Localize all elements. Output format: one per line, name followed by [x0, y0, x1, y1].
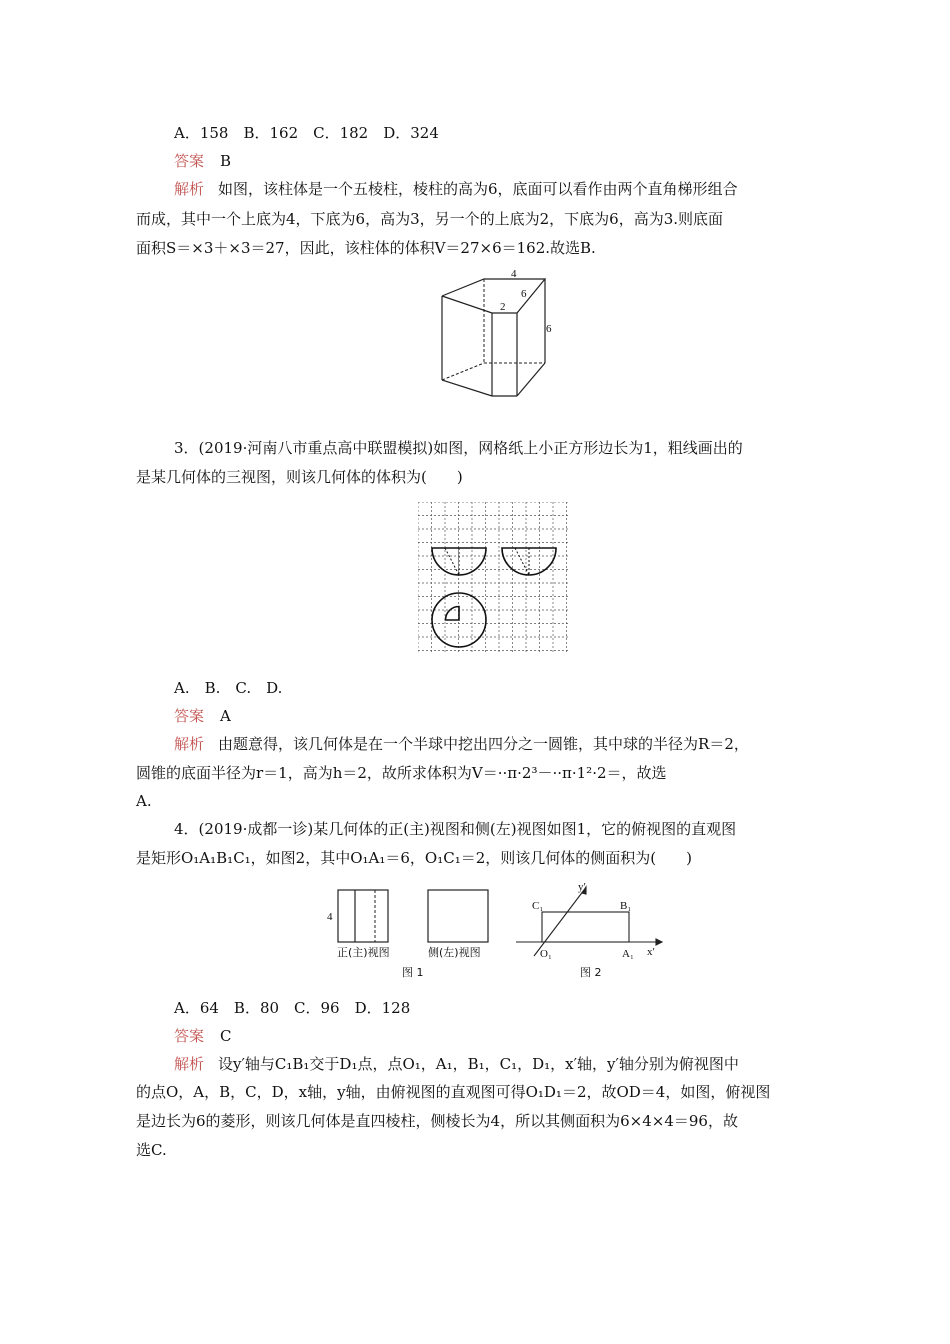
q4-answer-label: 答案 — [174, 1027, 205, 1045]
q4-stem2: 是矩形O₁A₁B₁C₁，如图2，其中O₁A₁＝6，O₁C₁＝2，则该几何体的侧面积为( ) — [136, 849, 692, 867]
q4-options: A．64 B．80 C．96 D．128 — [174, 999, 411, 1017]
q4-analysis-text3: 是边长为6的菱形，则该几何体是直四棱柱，侧棱长为4，所以其侧面积为6×4×4＝96，故 — [136, 1112, 738, 1130]
q4-stem1: 4．(2019·成都一诊)某几何体的正(主)视图和侧(左)视图如图1，它的俯视图的直观图 — [174, 820, 737, 838]
q2-analysis-text3: 面积S＝×3＋×3＝27，因此，该柱体的体积V＝27×6＝162.故选B. — [136, 239, 596, 257]
q4-answer: C — [220, 1027, 232, 1045]
prism-label-inner: 2 — [500, 301, 506, 313]
prism-label-mid: 6 — [521, 288, 527, 300]
q3-answer: A — [220, 707, 231, 725]
prism-label-top: 4 — [511, 268, 517, 280]
prism-label-side: 6 — [546, 323, 552, 335]
q2-analysis-label: 解析 — [174, 180, 205, 198]
fig2-o1-label: O₁ — [540, 948, 552, 960]
side-view-hidden-edge — [515, 548, 529, 575]
q2-answer-row — [174, 151, 231, 171]
fig2-x-label: x′ — [647, 946, 655, 958]
q4-analysis-text1: 设y′轴与C₁B₁交于D₁点，点O₁，A₁，B₁，C₁，D₁，x′轴，y′轴分别为俯视图中 — [218, 1055, 739, 1073]
q3-analysis-label: 解析 — [174, 735, 205, 753]
fig2-y-label: y′ — [578, 881, 586, 893]
top-view-quarter — [446, 607, 460, 621]
fig1-side-caption: 侧(左)视图 — [428, 946, 481, 959]
fig1-caption: 图 1 — [402, 966, 424, 979]
q3-stem1: 3．(2019·河南八市重点高中联盟模拟)如图，网格纸上小正方形边长为1，粗线画出的 — [174, 439, 743, 457]
q3-analysis-text1: 由题意得，该几何体是在一个半球中挖出四分之一圆锥，其中球的半径为R＝2， — [218, 735, 749, 753]
front-view-rect — [338, 890, 388, 942]
side-view-rect — [428, 890, 488, 942]
q3-answer-label: 答案 — [174, 707, 205, 725]
q2-analysis-text1: 如图，该柱体是一个五棱柱，棱柱的高为6，底面可以看作由两个直角梯形组合 — [218, 180, 738, 198]
q3-options: A. B. C. D. — [174, 679, 283, 697]
q4-analysis-row1 — [174, 1054, 739, 1074]
q2-answer-label: 答案 — [174, 152, 205, 170]
q4-analysis-text4: 选C. — [136, 1141, 167, 1159]
prism-figure — [430, 268, 570, 398]
q2-options: A．158 B．162 C．182 D．324 — [174, 124, 439, 142]
q2-analysis-row1 — [174, 179, 738, 199]
figure-1 — [320, 884, 500, 980]
q2-answer: B — [220, 152, 232, 170]
q3-stem2: 是某几何体的三视图，则该几何体的体积为( ) — [136, 468, 463, 486]
figure-2 — [512, 880, 672, 980]
q3-analysis-row1 — [174, 734, 749, 754]
fig2-b1-label: B₁ — [620, 900, 632, 912]
q4-analysis-label: 解析 — [174, 1055, 205, 1073]
q3-analysis-text2: 圆锥的底面半径为r＝1，高为h＝2，故所求体积为V＝··π·2³－··π·1²·2＝，故选 — [136, 764, 667, 782]
q2-analysis-text2: 而成，其中一个上底为4，下底为6，高为3，另一个的上底为2，下底为6，高为3.则底面 — [136, 210, 724, 228]
three-view-figure — [418, 502, 578, 662]
q4-answer-row — [174, 1026, 232, 1046]
fig2-caption: 图 2 — [580, 966, 602, 979]
fig1-height-label: 4 — [327, 911, 333, 923]
fig2-a1-label: A₁ — [622, 948, 634, 960]
q3-analysis-text3: A. — [136, 792, 152, 810]
q4-analysis-text2: 的点O，A，B，C，D，x轴，y轴，由俯视图的直观图可得O₁D₁＝2，故OD＝4，如图，俯视图 — [136, 1083, 771, 1101]
fig2-c1-label: C₁ — [532, 900, 544, 912]
rectangle-o1a1b1c1 — [542, 912, 629, 942]
prism-top-face — [442, 279, 545, 313]
front-view-hidden-edge — [445, 548, 459, 575]
fig1-front-caption: 正(主)视图 — [337, 946, 390, 959]
q3-answer-row — [174, 706, 231, 726]
